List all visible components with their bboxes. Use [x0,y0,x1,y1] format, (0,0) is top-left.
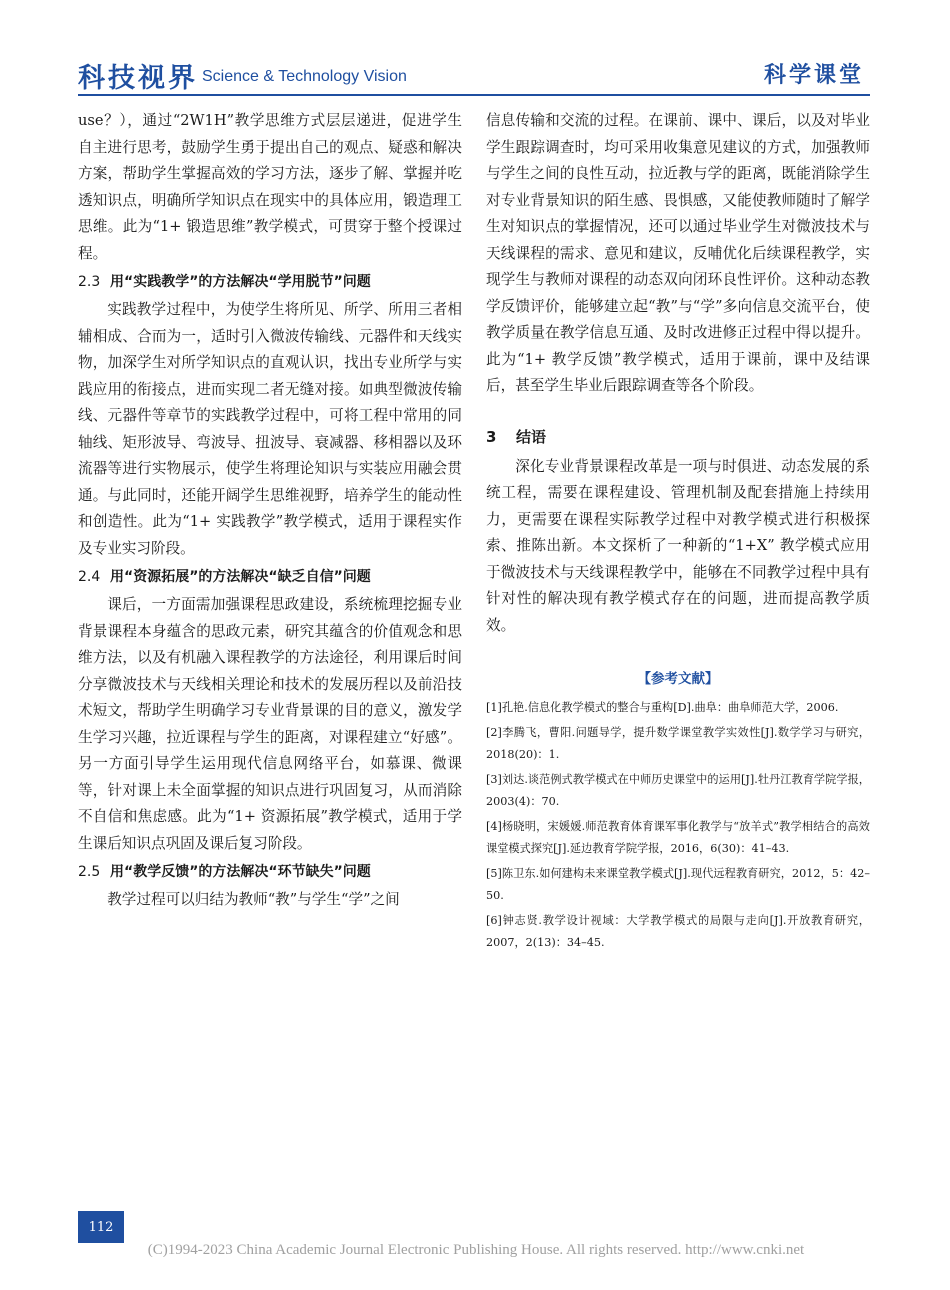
heading-title: 用“实践教学”的方法解决“学用脱节”问题 [110,274,371,290]
reference-item: [5]陈卫东.如何建构未来课堂教学模式[J].现代远程教育研究，2012，5：42–50. [486,867,870,902]
paragraph-2-4: 课后，一方面需加强课程思政建设，系统梳理挖掘专业背景课程本身蕴含的思政元素，研究其蕴含的价值观念和思维方法，以及有机融入课程教学的方法途径，利用课后时间分享微波技术与天线相关理论和技术的发展历程以及前沿技术短文，帮助学生明确学习专业背景课的目的意义，激发学生学习兴趣，拉近课程与学生的距离，对课程建立“好感”。另一方面引导学生运用现代信息网络平台，如慕课、微课等，针对课上未全面掌握的知识点进行巩固复习，从而消除不自信和焦虑感。此为“1+ 资源拓展”教学模式，适用于学生课后知识点巩固及课后复习阶段。 [78,596,462,852]
reference-item: [6]钟志贤.教学设计视域：大学教学模式的局限与走向[J].开放教育研究，2007，2(13)：34–45. [486,914,870,949]
references-title: 【参考文献】 [637,671,719,687]
page-header [78,54,870,94]
heading-title: 用“教学反馈”的方法解决“环节缺失”问题 [110,864,371,880]
reference-item: [3]刘达.谈范例式教学模式在中师历史课堂中的运用[J].牡丹江教育学院学报，2003(4)：70. [486,773,870,808]
reference-item: [1]孔艳.信息化教学模式的整合与重构[D].曲阜：曲阜师范大学，2006. [486,701,839,714]
section-name: 科学课堂 [763,62,864,88]
heading-title: 结语 [516,427,547,446]
heading-2-4 [78,565,462,589]
left-column [78,108,462,914]
reference-item: [4]杨晓明，宋媛媛.师范教育体育课军事化教学与“放羊式”教学相结合的高效课堂模式探究[J].延边教育学院学报，2016，6(30)：41–43. [486,820,870,855]
journal-logo-cn: 科技视界 [78,63,198,94]
heading-3 [486,424,870,450]
paragraph-2-5: 教学过程可以归结为教师“教”与学生“学”之间 [107,891,400,908]
heading-2-5 [78,860,462,884]
heading-2-3 [78,270,462,294]
heading-number: 2.5 [78,864,101,880]
paragraph-intro: use？），通过“2W1H”教学思维方式层层递进，促进学生自主进行思考，鼓励学生勇于提出自己的观点、疑惑和解决方案，帮助学生掌握高效的学习方法，逐步了解、掌握并吃透知识点，明确所学知识点在现实中的具体应用，锻造理工思维。此为“1+ 锻造思维”教学模式，可贯穿于整个授课过程。 [78,112,462,262]
paragraph-2-3: 实践教学过程中，为使学生将所见、所学、所用三者相辅相成、合而为一，适时引入微波传输线、元器件和天线实物，加深学生对所学知识点的直观认识，找出专业所学与实践应用的衔接点，进而实现二者无缝对接。如典型微波传输线、元器件等章节的实践教学过程中，可将工程中常用的同轴线、矩形波导、弯波导、扭波导、衰减器、移相器以及环流器等进行实物展示，使学生将理论知识与实装应用融会贯通。与此同时，还能开阔学生思维视野，培养学生的能动性和创造性。此为“1+ 实践教学”教学模式，适用于课程实作及专业实习阶段。 [78,301,462,557]
copyright-footer: (C)1994-2023 China Academic Journal Electronic Publishing House. All rights reserved. http://www.cnki.net [147,1242,805,1258]
right-column [486,108,870,957]
heading-number: 2.4 [78,569,101,585]
paragraph-conclusion: 深化专业背景课程改革是一项与时俱进、动态发展的系统工程，需要在课程建设、管理机制及配套措施上持续用力，更需要在课程实际教学过程中对教学模式进行积极探索、推陈出新。本文探析了一种新的“1+X” 教学模式应用于微波技术与天线课程教学中，能够在不同教学过程中具有针对性的解决现有教学模式存在的问题，进而提高教学质效。 [486,457,870,634]
heading-number: 3 [486,427,497,446]
journal-name-en: Science & Technology Vision [202,68,407,85]
paragraph-continued: 信息传输和交流的过程。在课前、课中、课后，以及对毕业学生跟踪调查时，均可采用收集意见建议的方式，加强教师与学生之间的良性互动，拉近教与学的距离，既能消除学生对专业背景知识的陌生感、畏惧感，又能使教师随时了解学生对知识点的掌握情况，还可以通过毕业学生对微波技术与天线课程的需求、意见和建议，反哺优化后续课程教学，实现学生与教师对课程的动态双向闭环良性评价。这种动态教学反馈评价，能够建立起“教”与“学”多向信息交流平台，使教学质量在教学信息互通、及时改进修正过程中得以提升。此为“1+ 教学反馈”教学模式，适用于课前，课中及结课后，甚至学生毕业后跟踪调查等各个阶段。 [486,112,870,394]
page-number: 112 [78,1211,124,1243]
heading-number: 2.3 [78,274,101,290]
reference-item: [2]李腾飞，曹阳.问题导学，提升数学课堂教学实效性[J].数学学习与研究，2018(20)：1. [486,726,870,761]
header-rule [78,94,870,96]
references-list [486,697,870,954]
heading-title: 用“资源拓展”的方法解决“缺乏自信”问题 [110,569,371,585]
